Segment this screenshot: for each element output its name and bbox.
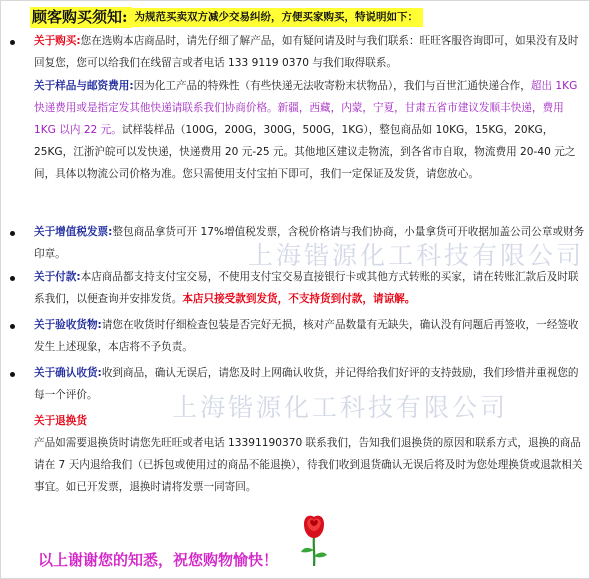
header xyxy=(30,6,423,28)
section-label: 关于样品与邮资费用: xyxy=(34,80,134,92)
section-highlight: 超出 1KG 快递费用或是指定发其他快递请联系我们协商价格。新疆，西藏，内蒙，宁夏，甘肃五省市建议发顺丰快递，费用 1KG 以内 22 元。 xyxy=(34,80,578,136)
section-warning: 本店只接受款到发货，不支持货到付款，请谅解。 xyxy=(182,293,416,305)
section-text: 整包商品拿货可开 17%增值税发票，含税价格请与我们协商，小量拿货可开收据加盖公司公章或财务印章。 xyxy=(34,226,585,260)
section-payment xyxy=(34,266,586,310)
bullet-icon xyxy=(10,276,15,281)
watermark-1: 上海锴源化工科技有限公司 xyxy=(248,241,585,270)
section-label: 关于增值税发票: xyxy=(34,226,113,238)
section-samples xyxy=(34,75,586,185)
section-text: 产品如需要退换货时请您先旺旺或者电话 13391190370 联系我们，告知我们退换货的原因和联系方式，退换的商品请在 7 天内退给我们（已拆包或使用过的商品不能退换），待我们收到退货确认无误后将及时为您处理换货或退款相关事宜。如已开发票，退换时请将发票一同寄回。 xyxy=(34,437,583,493)
rose-icon xyxy=(298,514,330,566)
section-label: 关于购买: xyxy=(34,35,81,47)
section-returns-label xyxy=(34,410,586,432)
section-label: 关于验收货物: xyxy=(34,319,102,331)
section-confirm xyxy=(34,362,586,406)
section-text: 试样装样品（100G，200G，300G，500G，1KG），整包商品如 10KG，15KG，20KG，25KG，江浙沪皖可以发快递，快递费用 20 元-25 元。其他地区建议走物流，到各省市自取，物流费用 20-40 元之间，具体以物流公司价格为准。您只需使用支付宝拍下即可，我们一定保证及发货，请您放心。 xyxy=(34,124,576,180)
section-purchase xyxy=(34,30,586,74)
section-text: 您在选购本店商品时，请先仔细了解产品，如有疑问请及时与我们联系：旺旺客服咨询即可，如果没有及时回复您，您可以给我们在线留言或者电话 133 9119 0370 与我们取得联系。 xyxy=(34,35,579,69)
section-text: 请您在收货时仔细检查包装是否完好无损，核对产品数量有无缺失，确认没有问题后再签收，一经签收发生上述现象，本店将不予负责。 xyxy=(34,319,579,353)
section-inspection xyxy=(34,314,586,358)
bullet-icon xyxy=(10,40,15,45)
section-label: 关于确认收货: xyxy=(34,367,102,379)
closing-message: 以上谢谢您的知悉，祝您购物愉快！ xyxy=(38,551,279,569)
section-label: 关于退换货 xyxy=(34,415,87,427)
section-returns xyxy=(34,432,586,498)
section-text: 本店商品都支持支付宝交易，不使用支付宝交易直接银行卡或其他方式转账的买家，请在转账汇款后及时联系我们，以便查询并安排发货。 xyxy=(34,271,579,305)
section-text: 因为化工产品的特殊性（有些快递无法收寄粉末状物品），我们与百世汇通快递合作， xyxy=(133,80,531,92)
bullet-icon xyxy=(10,372,15,377)
watermark-2: 上海锴源化工科技有限公司 xyxy=(172,393,509,422)
bullet-icon xyxy=(10,324,15,329)
bullet-icon xyxy=(10,231,15,236)
section-invoice xyxy=(34,221,586,265)
section-text: 收到商品，确认无误后，请您及时上网确认收货，并记得给我们好评的支持鼓励，我们珍惜并重视您的每一个评价。 xyxy=(34,367,579,401)
section-label: 关于付款: xyxy=(34,271,81,283)
page-title: 顾客购买须知: xyxy=(30,7,132,28)
page-subtitle: 为规范买卖双方减少交易纠纷，方便买家购买，特说明如下： xyxy=(132,8,424,27)
